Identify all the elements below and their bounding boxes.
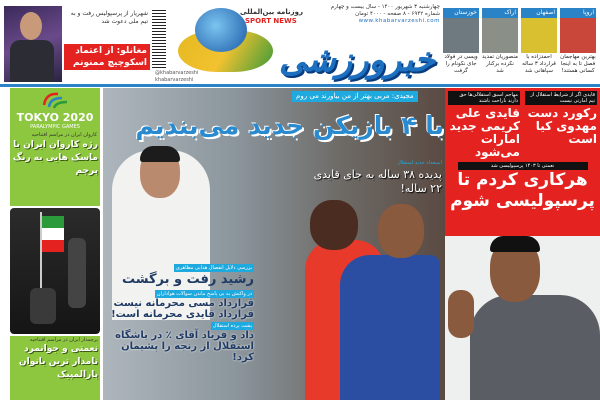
contract-kicker: در واکنش به بی پاسخ ماندن سوالات هواداران bbox=[156, 291, 252, 297]
right-kicker-2: مهاجم اسبق استقلالی‌ها حق دارند ناراحت باشند bbox=[448, 91, 520, 105]
issue-line: شماره ۶۹۴۲ - ۸ صفحه - ۴۰۰۰ تومان bbox=[355, 11, 440, 17]
thumb-image bbox=[560, 18, 596, 53]
tokyo-logo-text: TOKYO 2020 bbox=[16, 111, 94, 124]
paralympics2-headline: نعمتی و جوانمرد نامدار ترین بانوان پارالمپیک bbox=[18, 344, 98, 380]
thumb-tag: اراک bbox=[482, 8, 518, 18]
paralympics2-kicker: پرچمدار ایران در مراسم افتتاحیه bbox=[29, 337, 98, 343]
thumb-image bbox=[482, 18, 518, 53]
thumb-tag: اصفهان bbox=[521, 8, 557, 18]
date-line: چهارشنبه ۳ شهریور ۱۴۰۰ - سال بیست و چهارم bbox=[330, 4, 440, 10]
flag-bearer bbox=[68, 238, 86, 308]
thumb-image bbox=[443, 18, 479, 53]
player-hand bbox=[448, 290, 474, 338]
brand-fa: روزنامه بین‌المللی bbox=[240, 8, 303, 16]
thumb-caption: بهترین مهاجمان فصل تا به اینجا کسانی هستند! bbox=[560, 54, 596, 74]
player-hair bbox=[490, 236, 540, 252]
player-head bbox=[378, 204, 424, 258]
thumb-caption: منصوریان تمدید نکرده برکنار شد bbox=[482, 54, 518, 74]
paralympics-headline: رژه کاروان ایران با ماسک هایی به رنگ پرچم bbox=[12, 140, 98, 176]
flag-stripe-white bbox=[42, 228, 64, 240]
promo-headline: مغانلو: از اعتماد اسکوچیچ ممنونم bbox=[64, 44, 150, 70]
dad-headline: داد و فریاد آقای ٪ در باشگاه استقلال از رنجه را پشیمان کرد! bbox=[115, 330, 254, 363]
thumb-tag: اروپا bbox=[560, 8, 596, 18]
right-story-1 bbox=[525, 91, 597, 159]
paralympics-kicker: کاروان ایران در مراسم افتتاحیه bbox=[31, 132, 97, 138]
main-kicker: مجیدی: مربی بهتر از من بیاورند می روم bbox=[292, 91, 418, 102]
tokyo-logo-sub: PARALYMPIC GAMES bbox=[30, 124, 80, 130]
brand-en: SPORT NEWS bbox=[245, 17, 297, 25]
thumb-image bbox=[521, 18, 557, 53]
right-headline-1: رکورد دست مهدوی کیا است bbox=[527, 106, 597, 146]
right-headline-3: هرکاری کردم تا پرسپولیسی شوم bbox=[450, 170, 595, 211]
flag-stripe-red bbox=[42, 240, 64, 252]
promo-player-body bbox=[10, 40, 54, 82]
dad-kicker: پشت پرده استقلال bbox=[212, 323, 252, 329]
promo-subtext: شهریار از پرسپولیس رفت و به تیم ملی دعوت شد bbox=[70, 10, 148, 25]
barcode bbox=[152, 8, 166, 68]
thumb-europe bbox=[560, 8, 596, 75]
main-headline: با ۴ بازیکن جدید می‌بندیم bbox=[135, 111, 444, 140]
sub-kicker: استعداد جدید استقلال bbox=[397, 160, 442, 166]
player-blue-kit bbox=[340, 255, 440, 400]
promo-player-face bbox=[20, 12, 42, 40]
right-story-2 bbox=[448, 91, 520, 159]
header-rule bbox=[0, 84, 600, 87]
story-kicker: بررسی دلایل انفصال هدایی مظاهری bbox=[175, 265, 252, 271]
red-column-top bbox=[448, 91, 597, 159]
thumb-arak bbox=[482, 8, 518, 75]
player-body bbox=[470, 295, 600, 400]
paralympics-logo-icon bbox=[40, 91, 70, 109]
story-headline: رشید رفت و برگشت bbox=[121, 272, 254, 287]
wheelchair-athlete bbox=[30, 288, 56, 324]
player-head bbox=[310, 200, 358, 250]
sub-headline: پدیده ۳۸ ساله به جای قایدی ۲۲ ساله! bbox=[313, 168, 442, 195]
website: www.khabarvarzeshi.com bbox=[358, 18, 440, 24]
contract-headline: قرارداد مسی محرمانه نیست قرارداد قایدی محرمانه است! bbox=[111, 298, 254, 320]
flag-bearer-photo bbox=[10, 208, 100, 334]
date-info bbox=[318, 4, 440, 25]
thumb-caption: ویسی در فولاد جای نکونام را گرفت bbox=[444, 54, 478, 74]
thumb-tag: خوزستان bbox=[443, 8, 479, 18]
instagram-handle: @khabarvarzeshi bbox=[155, 70, 199, 76]
left-stories bbox=[102, 262, 254, 363]
right-kicker-1: قایدی اگر از شرایط استقلال از تیم امارتی نیست bbox=[525, 91, 597, 105]
paralympics-box bbox=[10, 88, 100, 206]
social-handles bbox=[155, 70, 198, 84]
flag-stripe-green bbox=[42, 216, 64, 228]
telegram-handle: khabarvarzeshi bbox=[155, 77, 194, 83]
red-column bbox=[445, 88, 600, 236]
paralympics-box-2 bbox=[10, 336, 100, 400]
thumb-khuzestan bbox=[443, 8, 479, 75]
player-hair bbox=[140, 146, 180, 162]
masthead-logo: خبرورزشی bbox=[278, 40, 435, 80]
right-kicker-3: نعمتی تا ۱۴۰۳ پرسپولیسی شد bbox=[458, 162, 588, 170]
right-headline-2: قایدی علی کریمی جدید امارات می‌شود bbox=[449, 106, 520, 159]
thumb-caption: احمدزاده با قرارداد ۳ ساله سپاهانی شد bbox=[522, 54, 556, 74]
thumb-isfahan bbox=[521, 8, 557, 75]
